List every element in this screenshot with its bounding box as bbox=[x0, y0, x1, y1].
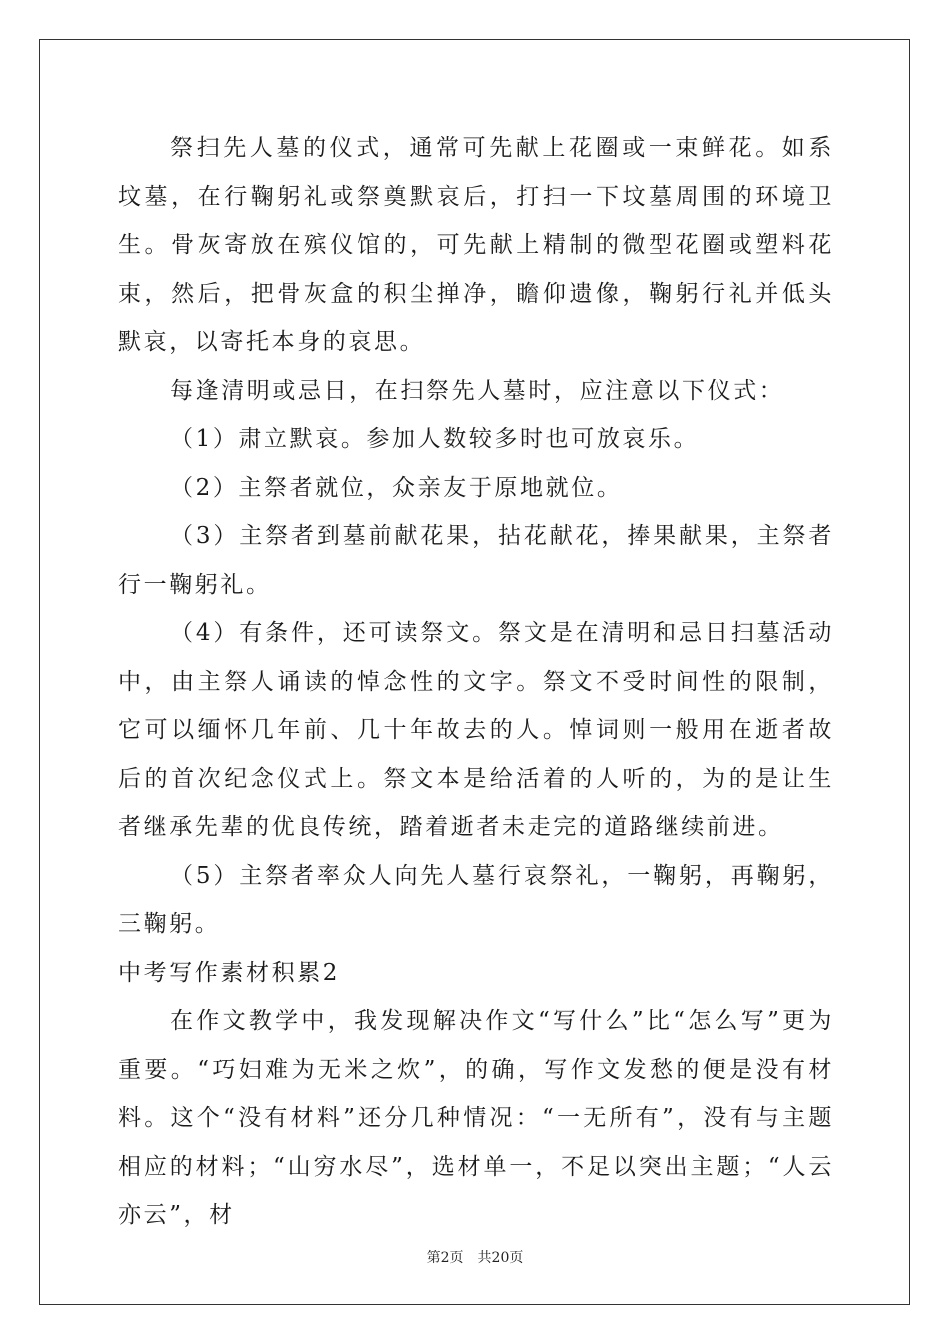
paragraph-step-2: （2）主祭者就位，众亲友于原地就位。 bbox=[170, 474, 623, 501]
paragraph-step-5: （5）主祭者率众人向先人墓行哀祭礼，一鞠躬，再鞠躬，三鞠躬。 bbox=[118, 862, 834, 937]
page-footer bbox=[0, 1247, 950, 1267]
paragraph-step-1: （1）肃立默哀。参加人数较多时也可放哀乐。 bbox=[170, 426, 700, 452]
paragraph-step-4: （4）有条件，还可读祭文。祭文是在清明和忌日扫墓活动中，由主祭人诵读的悼念性的文字。祭文不受时间性的限制，它可以缅怀几年前、几十年故去的人。悼词则一般用在逝者故后的首次纪念仪式上。祭文本是给活着的人听的，为的是让生者继承先辈的优良传统，踏着逝者未走完的道路继续前进。 bbox=[118, 620, 834, 840]
page-number: 第2页 bbox=[426, 1250, 464, 1266]
paragraph-step-3: （3）主祭者到墓前献花果，拈花献花，捧果献果，主祭者行一鞠躬礼。 bbox=[118, 523, 834, 598]
page-total: 共20页 bbox=[477, 1250, 524, 1266]
document-body bbox=[118, 124, 834, 1240]
paragraph-ritual-intro: 祭扫先人墓的仪式，通常可先献上花圈或一束鲜花。如系坟墓，在行鞠躬礼或祭奠默哀后，打扫一下坟墓周围的环境卫生。骨灰寄放在殡仪馆的，可先献上精制的微型花圈或塑料花束，然后，把骨灰盒的积尘掸净，瞻仰遗像，鞠躬行礼并低头默哀，以寄托本身的哀思。 bbox=[118, 135, 834, 355]
paragraph-writing-material: 在作文教学中，我发现解决作文“写什么”比“怎么写”更为重要。“巧妇难为无米之炊”，的确，写作文发愁的便是没有材料。这个“没有材料”还分几种情况：“一无所有”，没有与主题相应的材料；“山穷水尽”，选材单一，不足以突出主题；“人云亦云”，材 bbox=[118, 1008, 834, 1228]
section-heading: 中考写作素材积累2 bbox=[118, 959, 341, 986]
paragraph-ritual-notice: 每逢清明或忌日，在扫祭先人墓时，应注意以下仪式： bbox=[170, 377, 785, 404]
